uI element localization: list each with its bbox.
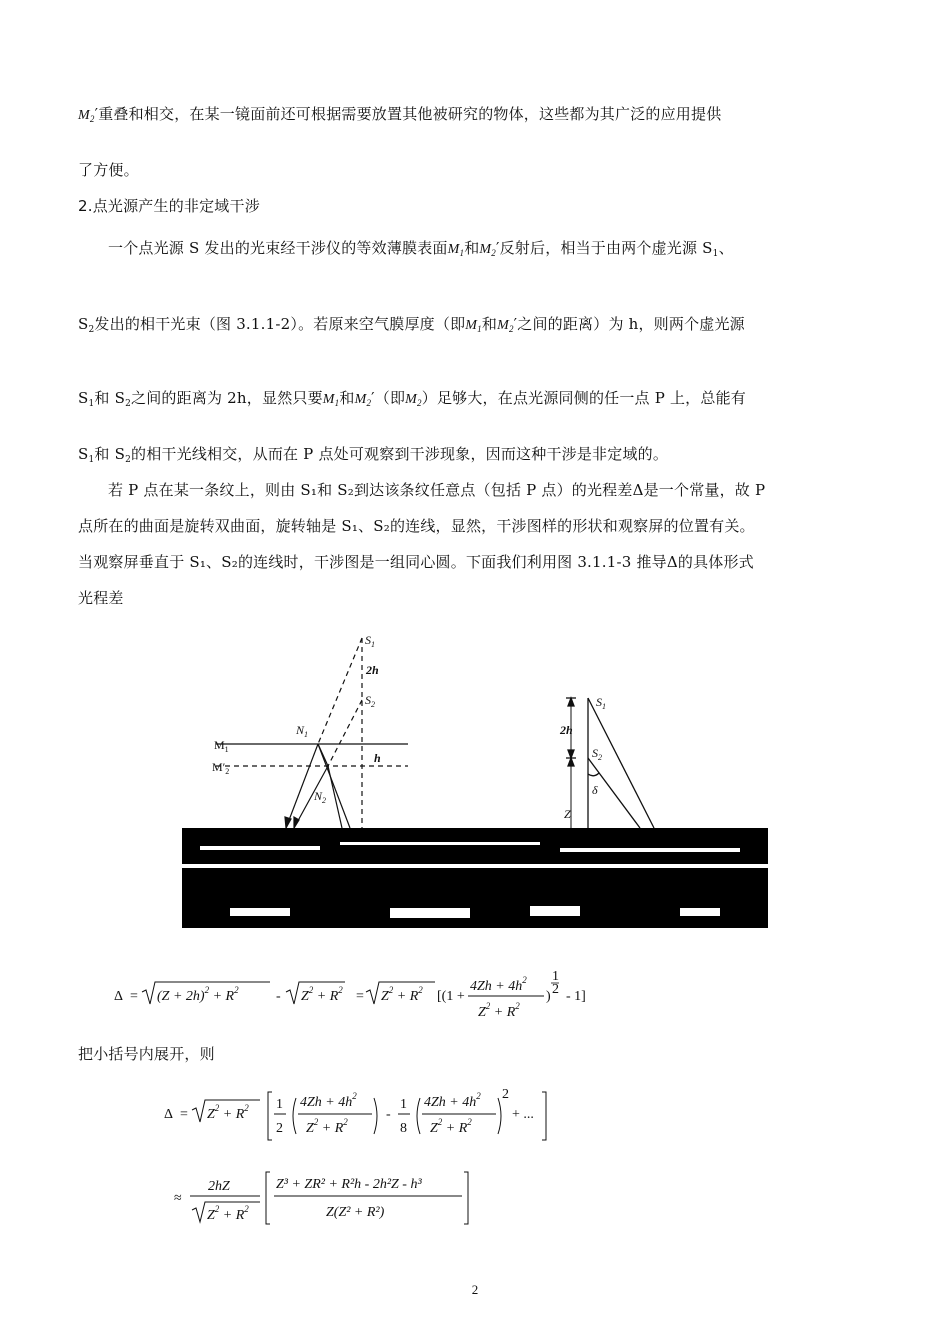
text-line: 点所在的曲面是旋转双曲面，旋转轴是 S₁、S₂的连线，显然，干涉图样的形状和观察屏的位置有关。 <box>78 517 755 535</box>
svg-text:S1: $S_1$ <box>596 695 606 711</box>
svg-text:=: = <box>356 989 364 1004</box>
text-line: $S_1$和 $S_2$的相干光线相交，从而在 P 点处可观察到干涉现象，因而这种干涉是非定域的。 <box>78 445 669 465</box>
equation-3 <box>166 1166 486 1230</box>
svg-text:-: - <box>386 1107 391 1122</box>
svg-text:- 1]: - 1] <box>566 989 586 1004</box>
figure-left <box>216 638 408 828</box>
svg-text:2: 2 <box>552 982 559 997</box>
svg-text:S2: $S_2$ <box>592 746 602 762</box>
text-line: $M_2'$重叠和相交，在某一镜面前还可根据需要放置其他被研究的物体，这些都为其广泛的应用提供 <box>78 105 722 124</box>
equation-1 <box>100 966 620 1022</box>
svg-text:(Z + 2h)2 + R2: $(Z + 2h)^2 + R^2$ <box>157 985 239 1004</box>
svg-text:2hZ: 2hZ <box>208 1179 230 1194</box>
svg-text:=: = <box>130 989 138 1004</box>
svg-text:Z2 + R2: $Z^2 + R^2$ <box>306 1117 348 1136</box>
svg-text:S1: $S_1$ <box>365 633 375 649</box>
svg-text:Z2 + R2: $Z^2 + R^2$ <box>207 1103 249 1122</box>
svg-text:1: 1 <box>276 1097 283 1112</box>
svg-text:2h: 2h <box>366 663 379 677</box>
svg-text:M1: $M_1$ <box>214 738 229 754</box>
svg-text:1: 1 <box>400 1097 407 1112</box>
text-line: 把小括号内展开，则 <box>78 1045 215 1063</box>
svg-text:Z2 + R2: $Z^2 + R^2$ <box>478 1001 520 1020</box>
svg-text:Z2 + R2: $Z^2 + R^2$ <box>301 985 343 1004</box>
svg-text:h: h <box>374 751 381 765</box>
page-number: 2 <box>471 1282 479 1297</box>
text-line: 了方便。 <box>78 161 139 179</box>
svg-text:Z(Z² + R²): Z(Z² + R²) <box>326 1205 385 1220</box>
svg-text:4Zh + 4h2: $4Zh + 4h^2$ <box>424 1091 481 1110</box>
svg-text:Z³ + ZR² + R²h - 2h²Z - h³: Z³ + ZR² + R²h - 2h²Z - h³ <box>276 1177 422 1192</box>
svg-text:≈: ≈ <box>174 1191 182 1206</box>
figure-right <box>566 698 654 828</box>
svg-text:-: - <box>276 989 281 1004</box>
svg-text:M′2: $M'_2$ <box>212 760 230 776</box>
svg-text:S2: $S_2$ <box>365 693 375 709</box>
text-line: 若 P 点在某一条纹上，则由 S₁和 S₂到达该条纹任意点（包括 P 点）的光程差Δ是一个常量，故 P <box>108 481 766 499</box>
svg-text:Δ: Δ <box>164 1107 174 1122</box>
math-symbol: $M_2$ <box>78 108 95 124</box>
svg-text:Z2 + R2: $Z^2 + R^2$ <box>207 1204 249 1223</box>
svg-text:1: 1 <box>552 969 559 984</box>
svg-text:=: = <box>180 1107 188 1122</box>
svg-text:8: 8 <box>400 1121 407 1136</box>
svg-text:4Zh + 4h2: $4Zh + 4h^2$ <box>300 1091 357 1110</box>
text-line: 光程差 <box>78 589 124 607</box>
text-line: $S_1$和 $S_2$之间的距离为 2h，显然只要$M_1$和$M_2'$（即$M_2$）足够大，在点光源同侧的任一点 P 上，总能有 <box>78 389 746 409</box>
svg-text:Z2 + R2: $Z^2 + R^2$ <box>430 1117 472 1136</box>
svg-text:Z2 + R2: $Z^2 + R^2$ <box>381 985 423 1004</box>
section-heading: 2.点光源产生的非定域干涉 <box>78 197 260 215</box>
svg-text:4Zh + 4h2: $4Zh + 4h^2$ <box>470 975 527 994</box>
svg-text:Δ: Δ <box>114 989 124 1004</box>
svg-text:N1: $N_1$ <box>296 723 309 739</box>
svg-text:Z: Z <box>564 807 571 821</box>
text-line: $S_2$发出的相干光束（图 3.1.1-2）。若原来空气膜厚度（即$M_1$和$M_2'$之间的距离）为 h，则两个虚光源 <box>78 315 745 335</box>
interference-figure <box>180 628 770 928</box>
text-line: 当观察屏垂直于 S₁、S₂的连线时，干涉图是一组同心圆。下面我们利用图 3.1.1-3 推导Δ的具体形式 <box>78 553 754 571</box>
svg-text:δ: δ <box>592 783 598 797</box>
svg-text:2: 2 <box>276 1121 283 1136</box>
svg-text:N2: $N_2$ <box>314 789 327 805</box>
svg-text:+ ...: + ... <box>512 1107 534 1122</box>
figure-base-band <box>182 828 768 928</box>
equation-2 <box>150 1084 570 1144</box>
text-line: 一个点光源 S 发出的光束经干涉仪的等效薄膜表面$M_1$和$M_2'$反射后，相当于由两个虚光源 $S_1$、 <box>108 239 734 259</box>
svg-text:2h: 2h <box>560 723 573 737</box>
svg-text:): ) <box>546 989 551 1004</box>
svg-text:[(1 +: [(1 + <box>437 989 465 1004</box>
figure-left-labels <box>212 633 381 805</box>
svg-text:2: 2 <box>502 1087 509 1102</box>
